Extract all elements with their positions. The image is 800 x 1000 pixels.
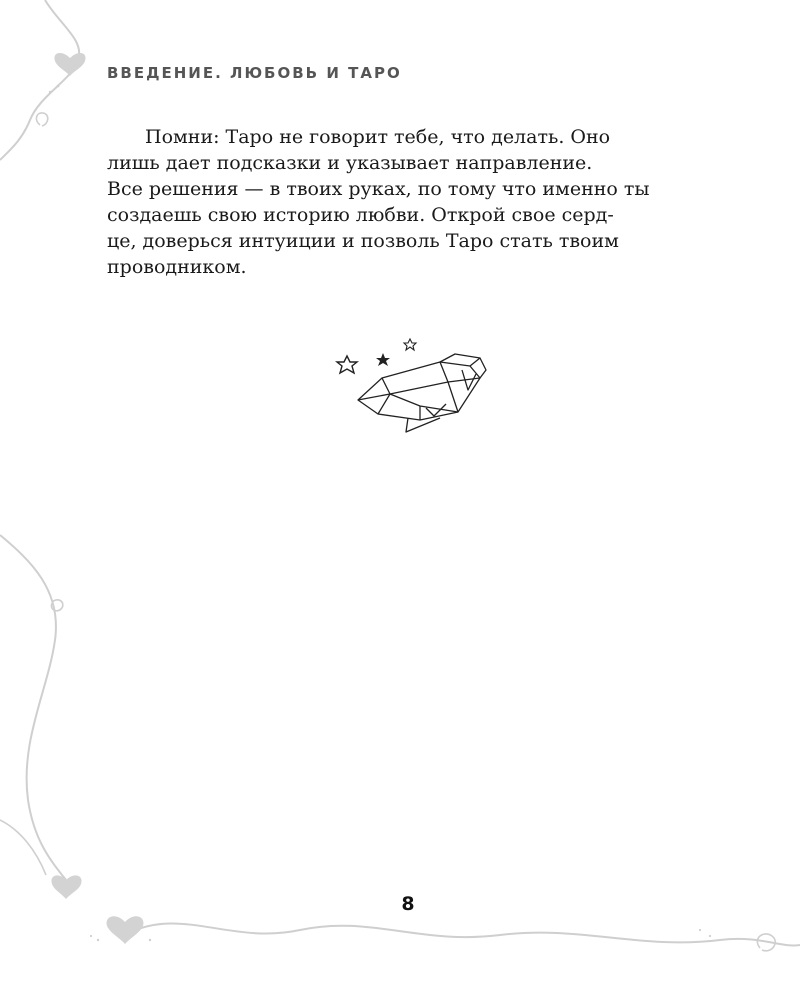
running-header: ВВЕДЕНИЕ. ЛЮБОВЬ И ТАРО bbox=[107, 64, 402, 82]
star-icon bbox=[337, 356, 357, 373]
dot-decoration bbox=[90, 935, 92, 937]
dot-decoration bbox=[49, 91, 51, 93]
left-mid-vine bbox=[0, 535, 66, 880]
left-mid-curl bbox=[51, 600, 62, 611]
heart-icon bbox=[51, 875, 81, 899]
dot-decoration bbox=[149, 939, 151, 941]
paragraph-line: лишь дает подсказки и указывает направление. bbox=[107, 152, 593, 174]
paragraph-line: создаешь свою историю любви. Открой свое серд- bbox=[107, 204, 614, 226]
dot-decoration bbox=[97, 939, 99, 941]
bottom-wave bbox=[125, 924, 800, 946]
page-number: 8 bbox=[401, 893, 415, 915]
heart-icon bbox=[54, 53, 85, 76]
dot-decoration bbox=[709, 935, 711, 937]
bottom-right-curl bbox=[757, 934, 775, 951]
star-icon bbox=[376, 353, 390, 366]
star-icon bbox=[404, 339, 416, 350]
heart-icon bbox=[107, 916, 144, 944]
paragraph-line: Помни: Таро не говорит тебе, что делать. Оно bbox=[145, 126, 611, 148]
body-paragraph bbox=[107, 124, 707, 280]
paragraph-line: Все решения — в твоих руках, по тому что именно ты bbox=[107, 178, 650, 200]
top-left-vine bbox=[0, 0, 79, 160]
dot-decoration bbox=[57, 85, 60, 88]
top-left-curl bbox=[36, 113, 47, 126]
paragraph-line: проводником. bbox=[107, 256, 247, 278]
dot-decoration bbox=[699, 929, 701, 931]
paragraph-line: це, доверься интуиции и позволь Таро стать твоим bbox=[107, 230, 619, 252]
crystal-illustration bbox=[330, 334, 490, 434]
left-lower-curl bbox=[0, 820, 46, 875]
